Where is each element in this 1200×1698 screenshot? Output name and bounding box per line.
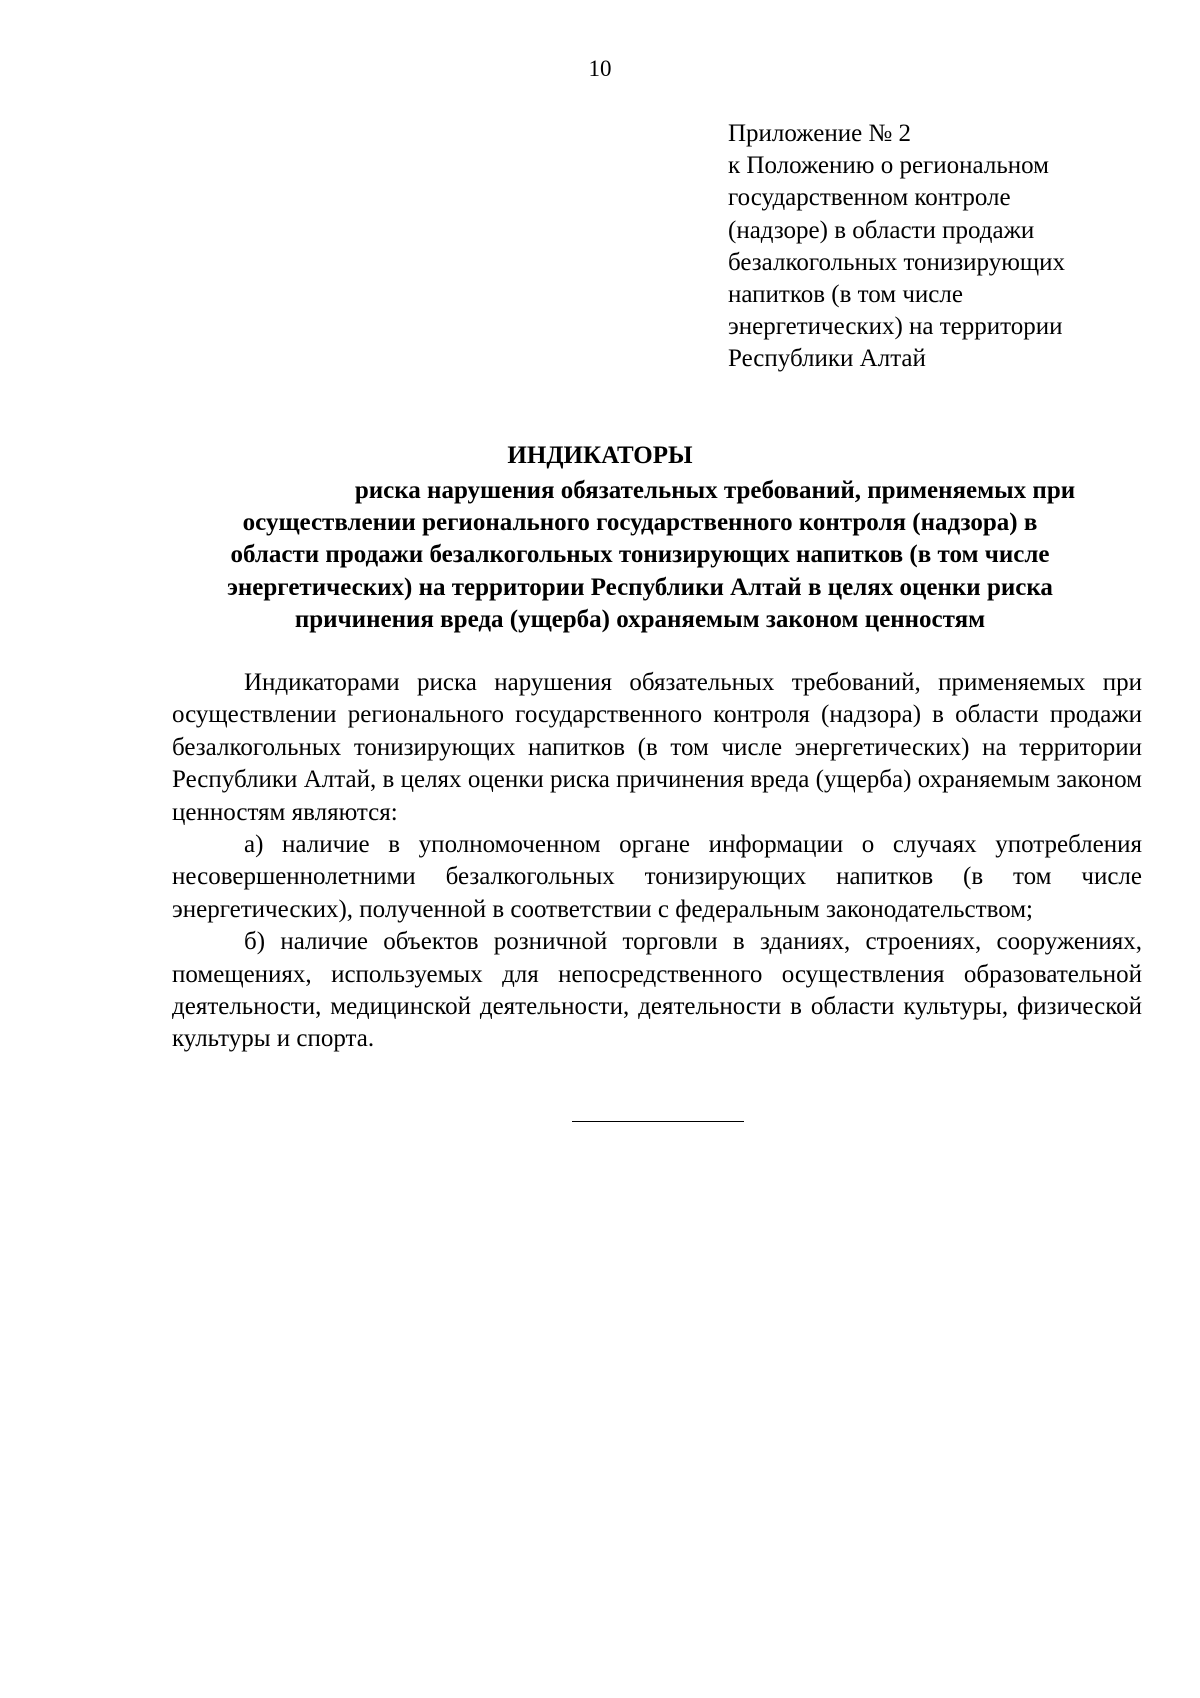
document-title: ИНДИКАТОРЫ (507, 442, 693, 469)
subtitle-line: причинения вреда (ущерба) охраняемым законом ценностям (294, 605, 986, 633)
appendix-line: (надзоре) в области продажи (728, 216, 1035, 244)
appendix-line: Республики Алтай (728, 345, 926, 373)
subtitle-line: риска нарушения обязательных требований, применяемых при (354, 477, 1076, 504)
end-divider-line (572, 1121, 744, 1122)
appendix-line: напитков (в том числе (728, 281, 963, 309)
appendix-line: государственном контроле (728, 184, 1011, 212)
subtitle-line: энергетических) на территории Республики Алтай в целях оценки риска (227, 573, 1053, 601)
document-subtitle (160, 475, 1120, 636)
appendix-line: Приложение № 2 (728, 120, 912, 147)
document-body (172, 667, 1142, 1056)
page-number: 10 (588, 56, 612, 81)
subtitle-line: области продажи безалкогольных тонизирующих напитков (в том числе (230, 541, 1050, 569)
appendix-line: энергетических) на территории (728, 313, 1063, 341)
subtitle-line: осуществлении регионального государственного контроля (надзора) в (242, 509, 1038, 537)
appendix-line: безалкогольных тонизирующих (728, 248, 1066, 276)
appendix-line: к Положению о региональном (728, 152, 1049, 180)
appendix-reference (728, 118, 1168, 376)
list-item-b: б) наличие объектов розничной торговли в зданиях, строениях, сооружениях, помещениях, используемых для непосредственного осуществления образовательной деятельности, медицинской деятельности, деятельности в области культуры, физической культуры и спорта. (172, 928, 1142, 1053)
list-item-a: а) наличие в уполномоченном органе информации о случаях употребления несовершеннолетними безалкогольных тонизирующих напитков (в том числе энергетических), полученной в соответствии с федеральным законодательством; (172, 831, 1142, 923)
intro-paragraph: Индикаторами риска нарушения обязательных требований, применяемых при осуществлении регионального государственного контроля (надзора) в области продажи безалкогольных тонизирующих напитков (в том числе энергетических) на территории Республики Алтай, в целях оценки риска причинения вреда (ущерба) охраняемым законом ценностям являются: (172, 669, 1142, 826)
